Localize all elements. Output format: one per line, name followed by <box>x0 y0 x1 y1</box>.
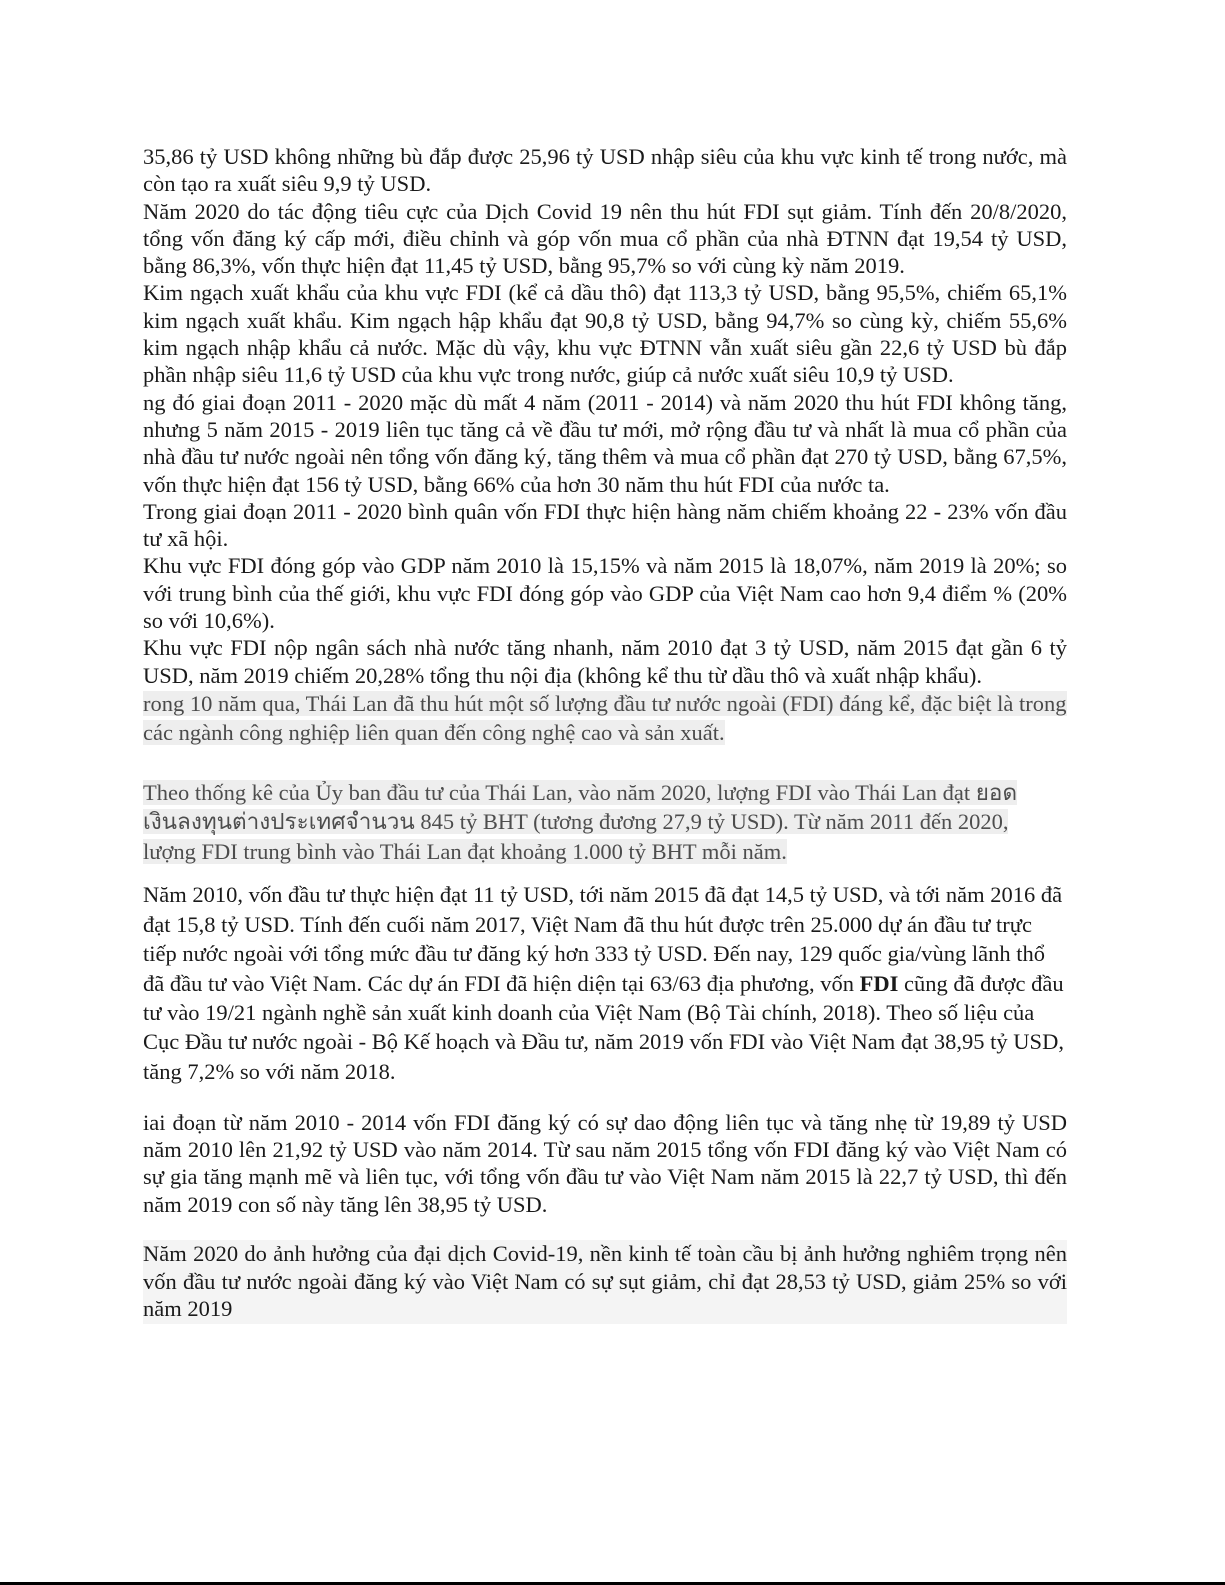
thailand-line-1: Theo thống kê của Ủy ban đầu tư của Thái Lan, vào năm 2020, lượng FDI vào Thái Lan đạt ยอด <box>143 779 1018 805</box>
vn2010-text-a: Năm 2010, vốn đầu tư thực hiện đạt 11 tỷ USD, tới năm 2015 đã đạt 14,5 tỷ USD, và tới năm 2016 đã đạt 15,8 tỷ USD. Tính đến cuối năm 2017, Việt Nam đã thu hút được trên 25.000 dự án đầu tư trực tiếp nước ngoài với tổng mức đầu tư đăng ký hơn 333 tỷ USD. Đến nay, 129 quốc gia/vùng lãnh thổ đã đầu tư vào Việt Nam. Các dự án FDI đã hiện diện tại 63/63 địa phương, vốn <box>143 882 1063 996</box>
paragraph-2020-fdi-decline: Năm 2020 do tác động tiêu cực của Dịch Covid 19 nên thu hút FDI sụt giảm. Tính đến 20/8/2020, tổng vốn đăng ký cấp mới, điều chỉnh và góp vốn mua cổ phần của nhà ĐTNN đạt 19,54 tỷ USD, bằng 86,3%, vốn thực hiện đạt 11,45 tỷ USD, bằng 95,7% so với cùng kỳ năm 2019. <box>143 198 1067 279</box>
paragraph-thailand-fdi-statistics <box>143 778 1067 867</box>
highlighted-text: rong 10 năm qua, Thái Lan đã thu hút một số lượng đầu tư nước ngoài (FDI) đáng kể, đặc biệt là trong các ngành công nghiệp liên quan đến công nghệ cao và sản xuất. <box>143 690 1067 746</box>
document-page <box>143 143 1067 1347</box>
paragraph-fdi-state-budget: Khu vực FDI nộp ngân sách nhà nước tăng nhanh, năm 2010 đạt 3 tỷ USD, năm 2015 đạt gần 6 tỷ USD, năm 2019 chiếm 20,28% tổng thu nội địa (không kể thu từ dầu thô và xuất nhập khẩu). <box>143 635 1067 688</box>
thailand-line-3: lượng FDI trung bình vào Thái Lan đạt khoảng 1.000 tỷ BHT mỗi năm. <box>143 838 787 864</box>
paragraph-fdi-gdp-contribution: Khu vực FDI đóng góp vào GDP năm 2010 là 15,15% và năm 2015 là 18,07%, năm 2019 là 20%; so với trung bình của thế giới, khu vực FDI đóng góp vào GDP của Việt Nam cao hơn 9,4 điểm % (20% so với 10,6%). <box>143 553 1067 634</box>
paragraph-2020-covid-impact: Năm 2020 do ảnh hưởng của đại dịch Covid-19, nền kinh tế toàn cầu bị ảnh hưởng nghiêm trọng nên vốn đầu tư nước ngoài đăng ký vào Việt Nam có sự sụt giảm, chỉ đạt 28,53 tỷ USD, giảm 25% so với năm 2019 <box>143 1240 1067 1324</box>
paragraph-vietnam-2010-investment <box>143 880 1067 1086</box>
paragraph-fdi-share-investment: Trong giai đoạn 2011 - 2020 bình quân vốn FDI thực hiện hàng năm chiếm khoảng 22 - 23% vốn đầu tư xã hội. <box>143 498 1067 552</box>
paragraph-fdi-export-import: Kim ngạch xuất khẩu của khu vực FDI (kể cả dầu thô) đạt 113,3 tỷ USD, bằng 95,5%, chiếm 65,1% kim ngạch xuất khẩu. Kim ngạch hập khẩu đạt 90,8 tỷ USD, bằng 94,7% so cùng kỳ, chiếm 55,6% kim ngạch nhập khẩu cả nước. Mặc dù vậy, khu vực ĐTNN vẫn xuất siêu gần 22,6 tỷ USD bù đắp phần nhập siêu 11,6 tỷ USD của khu vực trong nước, giúp cả nước xuất siêu 10,9 tỷ USD. <box>143 280 1067 388</box>
paragraph-2010-2014-registered-fdi: iai đoạn từ năm 2010 - 2014 vốn FDI đăng ký có sự dao động liên tục và tăng nhẹ từ 19,89 tỷ USD năm 2010 lên 21,92 tỷ USD vào năm 2014. Từ sau năm 2015 tổng vốn FDI đăng ký vào Việt Nam có sự gia tăng mạnh mẽ và liên tục, với tổng vốn đầu tư vào Việt Nam năm 2015 là 22,7 tỷ USD, thì đến năm 2019 con số này tăng lên 38,95 tỷ USD. <box>143 1109 1067 1217</box>
paragraph-thailand-fdi-intro <box>143 689 1067 748</box>
thailand-line-2: เงินลงทุนต่างประเทศจำนวน 845 tỷ BHT (tương đương 27,9 tỷ USD). Từ năm 2011 đến 2020, <box>143 809 1009 835</box>
paragraph-2011-2020-period: ng đó giai đoạn 2011 - 2020 mặc dù mất 4 năm (2011 - 2014) và năm 2020 thu hút FDI không tăng, nhưng 5 năm 2015 - 2019 liên tục tăng cả về đầu tư mới, mở rộng đầu tư và nhất là mua cổ phần của nhà đầu tư nước ngoài nên tổng vốn đăng ký, tăng thêm và mua cổ phần đạt 270 tỷ USD, bằng 67,5%, vốn thực hiện đạt 156 tỷ USD, bằng 66% của hơn 30 năm thu hút FDI của nước ta. <box>143 389 1067 497</box>
vn2010-bold-fdi: FDI <box>859 970 899 996</box>
paragraph-export-surplus: 35,86 tỷ USD không những bù đắp được 25,96 tỷ USD nhập siêu của khu vực kinh tế trong nước, mà còn tạo ra xuất siêu 9,9 tỷ USD. <box>143 144 1067 197</box>
vn2010-text-b: cũng đã được đầu tư vào 19/21 ngành nghề sản xuất kinh doanh của Việt Nam (Bộ Tài chính, 2018). Theo số liệu của Cục Đầu tư nước ngoài - Bộ Kế hoạch và Đầu tư, năm 2019 vốn FDI vào Việt Nam đạt 38,95 tỷ USD, tăng 7,2% so với năm 2018. <box>143 970 1064 1084</box>
